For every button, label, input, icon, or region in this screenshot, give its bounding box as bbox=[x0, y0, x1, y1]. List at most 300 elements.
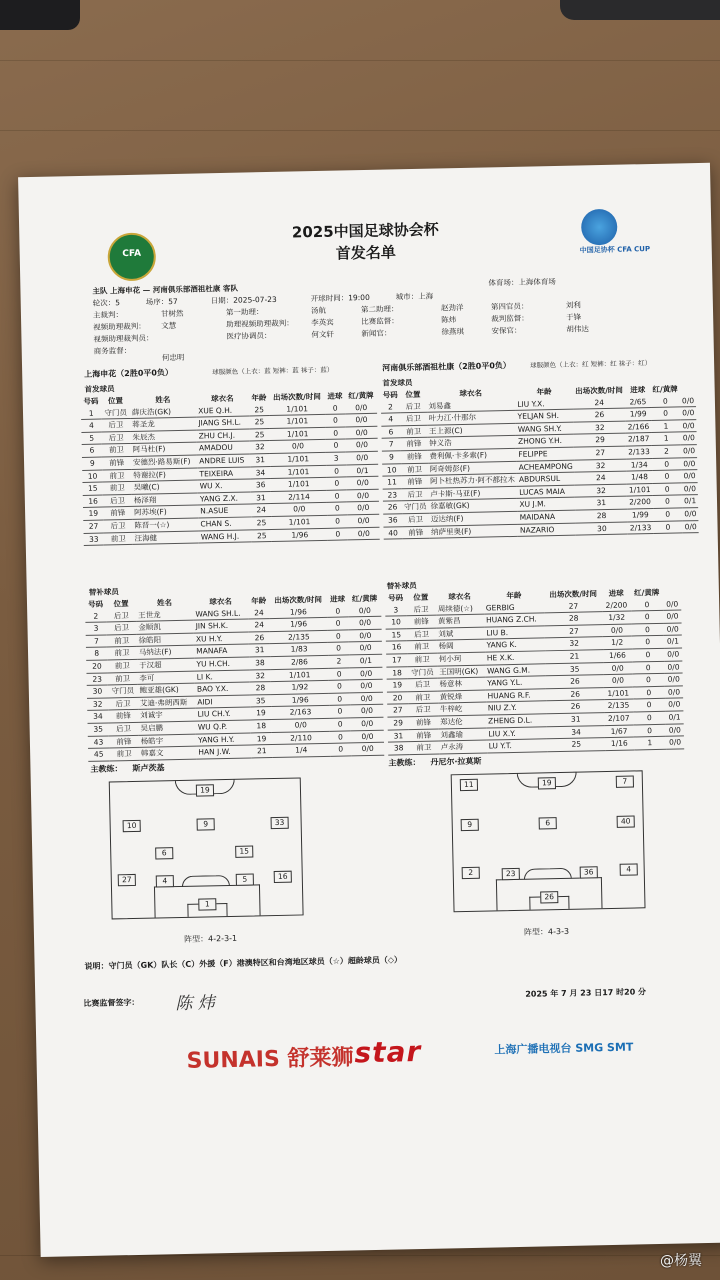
table-cell: 前卫 bbox=[400, 425, 427, 438]
timestamp: 2025 年 7 月 23 日17 时20 分 bbox=[525, 987, 647, 999]
table-cell: 28 bbox=[250, 682, 271, 695]
table-cell: 0 bbox=[632, 661, 665, 674]
away-subs-table bbox=[385, 586, 684, 755]
table-cell: 11 bbox=[382, 476, 401, 489]
table-cell: 0/0 bbox=[350, 667, 383, 680]
table-cell: 0/0 bbox=[604, 674, 633, 687]
table-cell: 19 bbox=[251, 732, 272, 745]
table-cell: 9 bbox=[82, 457, 103, 470]
table-cell: 1/67 bbox=[605, 725, 634, 738]
table-cell: 李可 bbox=[137, 671, 195, 685]
table-cell: 前卫 bbox=[108, 672, 138, 685]
player-position-marker: 10 bbox=[123, 820, 141, 832]
table-cell: 0 bbox=[633, 724, 666, 737]
table-cell: 前锋 bbox=[102, 456, 131, 469]
table-cell: 1/4 bbox=[272, 743, 330, 757]
column-header: 红/黄牌 bbox=[652, 384, 678, 395]
penalty-arc bbox=[182, 875, 230, 887]
table-cell: 0/0 bbox=[351, 742, 384, 755]
table-cell: 29 bbox=[574, 433, 626, 447]
player-position-marker: 6 bbox=[539, 817, 557, 829]
table-cell: 0/0 bbox=[348, 514, 380, 527]
table-cell: TEIXEIRA bbox=[197, 467, 250, 481]
table-cell: 0 bbox=[325, 414, 346, 427]
table-cell: 0 bbox=[330, 730, 351, 743]
table-cell: 3 bbox=[326, 452, 347, 465]
home-starters-label: 首发球员 bbox=[84, 384, 115, 394]
table-cell: 后卫 bbox=[400, 400, 427, 413]
column-header: 号码 bbox=[382, 390, 398, 400]
column-header: 球衣名 bbox=[459, 388, 482, 399]
table-cell: 33 bbox=[84, 533, 105, 546]
table-cell: 32 bbox=[575, 484, 627, 498]
table-cell: 迈达纳(F) bbox=[429, 511, 518, 525]
player-position-marker: 7 bbox=[616, 775, 634, 787]
table-cell: 0/0 bbox=[663, 610, 681, 623]
table-cell: 1/66 bbox=[603, 649, 632, 662]
cfa-cup-logo-icon: 中国足协杯 CFA CUP bbox=[579, 209, 620, 254]
business-label: 商务监督： bbox=[93, 345, 132, 356]
table-cell: 何小珂 bbox=[437, 652, 485, 666]
table-cell: 0/1 bbox=[665, 711, 683, 724]
referee-label: 主裁判： bbox=[92, 310, 124, 320]
medical-label: 医疗协调员： bbox=[226, 330, 272, 341]
column-header: 号码 bbox=[88, 599, 104, 609]
table-cell: 刘斌 bbox=[436, 627, 484, 641]
table-cell: 35 bbox=[546, 662, 604, 676]
table-cell: ZHU CH.J. bbox=[197, 429, 250, 443]
table-cell: 0/0 bbox=[680, 395, 696, 407]
table-cell: 0 bbox=[631, 611, 664, 624]
table-cell: 2/133 bbox=[626, 446, 652, 459]
table-cell: 2/135 bbox=[270, 630, 328, 644]
column-header: 进球 bbox=[630, 385, 646, 395]
table-cell: 2/133 bbox=[628, 521, 654, 534]
column-header: 红/黄牌 bbox=[351, 593, 378, 604]
table-cell: HE X.K. bbox=[485, 651, 546, 665]
table-cell: 0 bbox=[328, 642, 349, 655]
table-cell: 27 bbox=[545, 600, 603, 613]
table-cell: 45 bbox=[88, 748, 109, 761]
column-header: 进球 bbox=[608, 588, 624, 598]
table-cell: 18 bbox=[251, 719, 272, 732]
table-cell: 0 bbox=[330, 718, 351, 731]
ref-assessor: 于锋 bbox=[566, 312, 582, 322]
column-header: 出场次数/时间 bbox=[575, 385, 623, 396]
table-cell: 34 bbox=[250, 466, 271, 479]
table-cell: HAN J.W. bbox=[196, 745, 251, 759]
table-cell: 0/0 bbox=[348, 527, 380, 540]
table-cell: 0/0 bbox=[349, 629, 382, 642]
player-position-marker: 26 bbox=[540, 891, 558, 903]
table-cell: 2/200 bbox=[602, 599, 631, 612]
table-cell: 20 bbox=[387, 691, 408, 704]
table-cell: 前锋 bbox=[108, 710, 138, 723]
table-cell: 21 bbox=[251, 745, 272, 758]
table-cell: ZHONG Y.H. bbox=[516, 435, 574, 449]
table-cell: 32 bbox=[545, 637, 603, 651]
table-cell: LIU X.Y. bbox=[486, 726, 547, 740]
table-cell: NAZARIO bbox=[518, 523, 576, 537]
table-cell: 于汉超 bbox=[137, 658, 195, 672]
table-cell: 16 bbox=[83, 495, 104, 508]
table-cell: 0 bbox=[651, 407, 681, 420]
table-cell: 安德烈·路易斯(F) bbox=[131, 455, 197, 469]
table-cell: 0 bbox=[632, 686, 665, 699]
table-cell: 0/0 bbox=[665, 673, 683, 686]
table-cell: 前卫 bbox=[107, 659, 137, 672]
table-cell: 26 bbox=[546, 687, 604, 701]
table-cell: 35 bbox=[88, 723, 109, 736]
table-cell: 20 bbox=[86, 660, 107, 673]
column-header: 年龄 bbox=[536, 387, 552, 397]
sponsor-smg: 上海广播电视台 SMG SMT bbox=[494, 1040, 634, 1057]
column-header: 位置 bbox=[107, 396, 124, 406]
lineup-sheet bbox=[18, 163, 720, 1257]
table-cell: 6 bbox=[381, 426, 400, 439]
column-header: 出场次数/时间 bbox=[272, 391, 321, 402]
table-cell: 2 bbox=[85, 610, 106, 623]
table-cell: 1 bbox=[81, 407, 102, 420]
table-cell: 0 bbox=[631, 598, 664, 611]
table-cell: 38 bbox=[388, 742, 409, 755]
table-cell: 2/86 bbox=[270, 655, 328, 669]
table-cell: 前卫 bbox=[107, 634, 137, 647]
home-subs-table bbox=[85, 593, 384, 762]
table-cell: 32 bbox=[574, 421, 626, 435]
table-cell: 前卫 bbox=[102, 444, 131, 457]
security-label: 安保官： bbox=[491, 325, 522, 336]
table-cell: 10 bbox=[82, 470, 103, 483]
table-cell: NIU Z.Y. bbox=[486, 701, 547, 715]
table-cell: 27 bbox=[387, 704, 408, 717]
assistant1: 汤航 bbox=[310, 305, 327, 316]
column-header: 出场次数/时间 bbox=[274, 594, 323, 605]
column-header: 球衣名 bbox=[448, 591, 471, 602]
table-cell: 23 bbox=[86, 673, 107, 686]
table-cell: 0/0 bbox=[681, 470, 697, 483]
table-cell: 前锋 bbox=[409, 729, 439, 742]
table-cell: 1/101 bbox=[270, 452, 326, 466]
table-cell: 0 bbox=[653, 520, 683, 533]
kickoff-time: 开球时间：19:00 bbox=[310, 292, 370, 304]
table-cell: 徐嘉敏(GK) bbox=[428, 499, 517, 513]
column-header: 球衣名 bbox=[209, 596, 232, 607]
table-cell: 16 bbox=[386, 641, 407, 654]
table-cell: 0/0 bbox=[347, 489, 379, 502]
player-position-marker: 33 bbox=[271, 817, 289, 829]
fourth-official-label: 第四官员： bbox=[490, 301, 529, 312]
table-cell: 0 bbox=[326, 464, 347, 477]
table-cell: 杨皓宇 bbox=[139, 734, 197, 748]
table-cell: 0/0 bbox=[681, 445, 697, 458]
table-cell: 0/1 bbox=[664, 635, 682, 648]
table-cell: 前卫 bbox=[408, 691, 438, 704]
table-cell: 黄锐烽 bbox=[438, 690, 486, 704]
city: 城市：上海 bbox=[395, 291, 434, 302]
table-cell: 0 bbox=[329, 693, 350, 706]
table-cell: 31 bbox=[250, 453, 271, 466]
away-kit: 球服颜色（上衣：红 短裤：红 袜子：红） bbox=[530, 359, 652, 370]
table-cell: 0 bbox=[327, 617, 348, 630]
table-cell: 1 bbox=[651, 420, 681, 433]
table-cell: JIN SH.K. bbox=[194, 619, 249, 633]
home-formation: 阵型：4-2-3-1 bbox=[183, 933, 238, 944]
table-cell: 0 bbox=[633, 699, 666, 712]
var: 文慧 bbox=[161, 320, 177, 331]
table-cell: 26 bbox=[574, 408, 626, 422]
penalty-arc bbox=[524, 868, 572, 880]
table-cell: 0/0 bbox=[345, 401, 377, 414]
table-cell: 0/0 bbox=[665, 698, 683, 711]
table-cell: 1/96 bbox=[270, 618, 328, 632]
table-cell: 刘鑫瑜 bbox=[438, 728, 486, 742]
table-cell: XU J.M. bbox=[517, 497, 575, 511]
table-cell: YANG Z.X. bbox=[198, 492, 251, 506]
table-cell: 杨意林 bbox=[437, 677, 485, 691]
table-cell: 35 bbox=[250, 694, 271, 707]
table-cell: 29 bbox=[387, 717, 408, 730]
signature: 陈 炜 bbox=[175, 993, 216, 1015]
table-cell: 0/0 bbox=[272, 718, 330, 732]
table-cell: 1/34 bbox=[626, 458, 652, 471]
table-cell: 17 bbox=[386, 654, 407, 667]
table-cell: 19 bbox=[250, 707, 271, 720]
var-label: 视频助理裁判： bbox=[93, 321, 146, 332]
table-cell: 0 bbox=[329, 705, 350, 718]
table-cell: 0/0 bbox=[682, 508, 698, 521]
table-cell: 15 bbox=[82, 482, 103, 495]
table-cell: 7 bbox=[382, 438, 401, 451]
match-number: 场序：57 bbox=[145, 296, 178, 307]
table-cell: 0 bbox=[328, 667, 349, 680]
column-header: 红/黄牌 bbox=[348, 390, 374, 401]
table-cell: 后卫 bbox=[106, 609, 136, 622]
table-cell: 前卫 bbox=[104, 532, 133, 545]
table-cell: AIDI bbox=[195, 695, 250, 709]
home-coach-label: 主教练： bbox=[90, 764, 123, 774]
medical: 何文轩 bbox=[311, 329, 335, 340]
table-cell: 25 bbox=[249, 404, 270, 417]
table-cell: 后卫 bbox=[407, 628, 437, 641]
player-position-marker: 27 bbox=[118, 874, 136, 886]
table-cell: MANAFA bbox=[194, 644, 249, 658]
table-cell: 刘易鑫 bbox=[426, 398, 515, 412]
column-header: 红/黄牌 bbox=[633, 587, 660, 598]
table-cell: 4 bbox=[81, 419, 102, 432]
column-header: 年龄 bbox=[251, 393, 267, 403]
table-cell: 蒋圣龙 bbox=[130, 417, 196, 431]
table-cell: 36 bbox=[250, 479, 271, 492]
table-cell: 43 bbox=[88, 735, 109, 748]
table-cell: 徐皓阳 bbox=[136, 633, 194, 647]
away-starters-table bbox=[381, 383, 699, 540]
table-cell: 0/0 bbox=[680, 407, 696, 420]
column-header: 位置 bbox=[413, 592, 429, 603]
player-position-marker: 19 bbox=[538, 777, 556, 789]
table-cell: 后卫 bbox=[103, 494, 132, 507]
table-cell: 0/0 bbox=[666, 723, 684, 736]
table-cell: 前卫 bbox=[109, 747, 139, 760]
table-cell: 1/96 bbox=[271, 693, 329, 707]
table-cell: 朱辰杰 bbox=[130, 430, 196, 444]
table-cell: 0/0 bbox=[347, 502, 379, 515]
table-cell: 后卫 bbox=[102, 431, 131, 444]
table-cell: 0/0 bbox=[681, 432, 697, 445]
table-cell: 5 bbox=[81, 432, 102, 445]
assistant1-label: 第一助理： bbox=[225, 307, 264, 317]
table-cell: 24 bbox=[575, 471, 627, 485]
table-cell: 1/83 bbox=[270, 643, 328, 657]
table-cell: 2 bbox=[652, 445, 682, 458]
table-cell: 郑达伦 bbox=[438, 715, 486, 729]
table-cell: 0/0 bbox=[664, 661, 682, 674]
table-cell: YANG K. bbox=[484, 638, 545, 652]
table-cell: 金顺凯 bbox=[136, 620, 194, 634]
home-formation-pitch bbox=[109, 777, 304, 919]
table-cell: 2/107 bbox=[604, 712, 633, 725]
var-official-label: 视频助理裁判员： bbox=[93, 333, 154, 344]
table-cell: 1/48 bbox=[627, 471, 653, 484]
table-cell: 卢卡斯·马亚(F) bbox=[428, 486, 517, 500]
table-cell: 8 bbox=[86, 647, 107, 660]
table-cell: 1/101 bbox=[269, 402, 325, 415]
table-cell: 0 bbox=[631, 636, 664, 649]
table-cell: 26 bbox=[546, 675, 604, 689]
table-cell: 0 bbox=[327, 515, 348, 528]
player-position-marker: 36 bbox=[580, 866, 598, 878]
round: 轮次：5 bbox=[92, 298, 121, 308]
table-cell: 0 bbox=[328, 630, 349, 643]
table-cell: 1/32 bbox=[602, 611, 631, 624]
table-cell: 1/101 bbox=[270, 427, 326, 441]
match-teams: 主队 上海申花 — 河南俱乐部酒祖杜康 客队 bbox=[92, 283, 238, 296]
press-officer-label: 新闻官： bbox=[361, 328, 392, 339]
table-cell: MAIDANA bbox=[518, 510, 576, 524]
table-cell: 后卫 bbox=[400, 412, 427, 425]
table-cell: ZHENG D.L. bbox=[486, 714, 547, 728]
table-cell: 陈晋一(☆) bbox=[132, 518, 198, 532]
table-cell: 叶力江·什那尔 bbox=[427, 411, 516, 425]
table-cell: 0/0 bbox=[351, 730, 384, 743]
table-cell: AMADOU bbox=[197, 441, 250, 455]
table-cell: 18 bbox=[386, 666, 407, 679]
table-cell: 31 bbox=[251, 491, 272, 504]
table-cell: 阿苏埃(F) bbox=[132, 505, 198, 519]
table-cell: 1/92 bbox=[271, 681, 329, 695]
table-cell: 34 bbox=[87, 710, 108, 723]
table-cell: 前锋 bbox=[401, 450, 428, 463]
table-cell: 后卫 bbox=[107, 622, 137, 635]
table-cell: 前锋 bbox=[401, 475, 428, 488]
table-cell: 27 bbox=[83, 520, 104, 533]
player-position-marker: 4 bbox=[620, 863, 638, 875]
table-cell: 0 bbox=[651, 395, 680, 408]
player-position-marker: 6 bbox=[155, 847, 173, 859]
table-cell: 2/110 bbox=[272, 731, 330, 745]
table-cell: 1/101 bbox=[271, 478, 327, 492]
table-cell: 卢永涛 bbox=[439, 740, 487, 754]
table-cell: 1/2 bbox=[603, 636, 632, 649]
table-cell: LUCAS MAIA bbox=[517, 485, 575, 499]
table-cell: 前卫 bbox=[103, 469, 132, 482]
table-cell: 前锋 bbox=[406, 615, 436, 628]
table-cell: 27 bbox=[574, 446, 626, 460]
table-cell: 阿马杜(F) bbox=[131, 442, 197, 456]
away-coach-label: 主教练： bbox=[388, 757, 421, 768]
table-cell: 0/1 bbox=[347, 464, 379, 477]
table-cell: 2/65 bbox=[625, 396, 651, 409]
table-cell: 34 bbox=[547, 725, 605, 739]
table-cell: 0/0 bbox=[349, 616, 382, 629]
table-cell: 15 bbox=[386, 628, 407, 641]
table-cell: 26 bbox=[383, 501, 402, 514]
player-position-marker: 15 bbox=[235, 845, 253, 857]
table-cell: 0/0 bbox=[350, 705, 383, 718]
table-cell: 韩嘉文 bbox=[139, 746, 197, 760]
table-cell: 0 bbox=[325, 402, 346, 415]
table-cell: 32 bbox=[87, 698, 108, 711]
table-cell: 前卫 bbox=[401, 463, 428, 476]
table-cell: 后卫 bbox=[402, 488, 429, 501]
table-cell: 前锋 bbox=[401, 438, 428, 451]
table-cell: GERBIG bbox=[484, 601, 545, 614]
table-cell: 31 bbox=[388, 729, 409, 742]
column-header: 球衣名 bbox=[210, 393, 234, 404]
table-cell: 0 bbox=[632, 648, 665, 661]
ref-assessor-label: 裁判监督： bbox=[491, 313, 529, 324]
table-cell: 王国明(GK) bbox=[437, 665, 485, 679]
supervisor-label: 比赛监督签字： bbox=[83, 997, 140, 1009]
table-cell: 前卫 bbox=[407, 653, 437, 666]
table-cell: 10 bbox=[385, 616, 406, 629]
table-cell: 2 bbox=[328, 655, 349, 668]
table-cell: 40 bbox=[383, 526, 402, 539]
table-cell: 后卫 bbox=[408, 703, 438, 716]
table-cell: 0 bbox=[652, 457, 682, 470]
table-cell: 9 bbox=[382, 451, 401, 464]
wood-grain bbox=[0, 60, 720, 61]
table-cell: LU Y.T. bbox=[487, 739, 548, 753]
player-position-marker: 4 bbox=[156, 875, 174, 887]
table-cell: CHAN S. bbox=[198, 517, 251, 531]
table-cell: 0/0 bbox=[665, 686, 683, 699]
table-cell: 2 bbox=[381, 401, 400, 413]
table-cell: 0/0 bbox=[346, 439, 378, 452]
table-cell: 汪海健 bbox=[132, 531, 198, 545]
table-cell: 32 bbox=[249, 669, 270, 682]
table-cell: 1/16 bbox=[605, 737, 634, 750]
table-cell: 4 bbox=[381, 413, 400, 426]
table-cell: 王上源(C) bbox=[427, 423, 516, 437]
table-cell: 0/0 bbox=[680, 419, 696, 432]
table-cell: 王世龙 bbox=[136, 608, 194, 621]
table-cell: WANG G.M. bbox=[485, 663, 546, 677]
table-cell: 24 bbox=[248, 607, 269, 620]
table-cell: 0/0 bbox=[351, 717, 384, 730]
table-cell: 32 bbox=[250, 441, 271, 454]
table-cell: 38 bbox=[249, 657, 270, 670]
table-cell: 0/0 bbox=[346, 413, 378, 426]
table-cell: 1/96 bbox=[272, 528, 328, 542]
table-cell: 21 bbox=[546, 650, 604, 664]
table-cell: 0 bbox=[652, 470, 682, 483]
table-cell: YELJAN SH. bbox=[515, 409, 573, 423]
table-cell: N.ASUE bbox=[198, 504, 251, 518]
table-cell: ABDURSUL bbox=[517, 472, 575, 486]
table-cell: 27 bbox=[545, 624, 603, 638]
column-header: 进球 bbox=[327, 391, 343, 401]
